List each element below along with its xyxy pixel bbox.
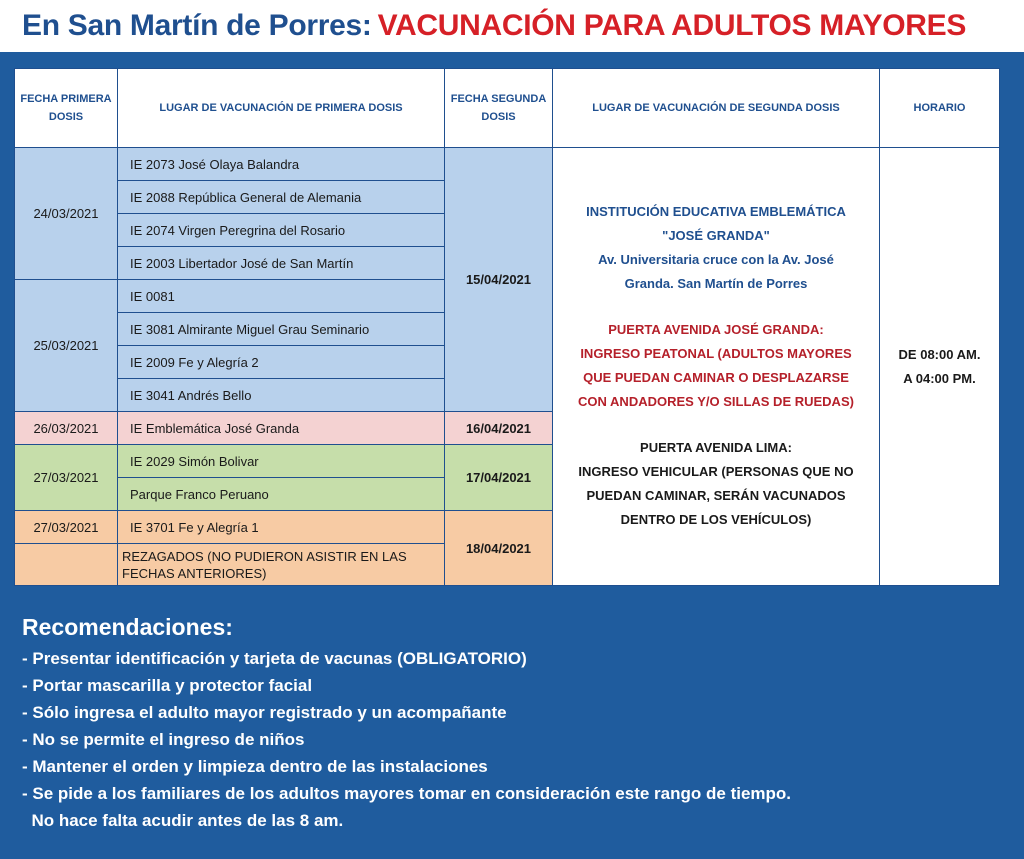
recomendacion-item: - No se permite el ingreso de niños <box>22 730 305 749</box>
lugar-primera-8: IE 3041 Andrés Bello <box>118 379 445 412</box>
lugar-primera-2: IE 2088 República General de Alemania <box>118 181 445 214</box>
institucion-line1: INSTITUCIÓN EDUCATIVA EMBLEMÁTICA <box>586 204 846 219</box>
header-fecha-segunda: FECHA SEGUNDA DOSIS <box>445 69 553 148</box>
fecha-primera-4: 27/03/2021 <box>15 445 118 511</box>
fecha-primera-5: 27/03/2021 <box>15 511 118 544</box>
lugar-primera-3: IE 2074 Virgen Peregrina del Rosario <box>118 214 445 247</box>
fecha-primera-3: 26/03/2021 <box>15 412 118 445</box>
lugar-primera-5: IE 0081 <box>118 280 445 313</box>
fecha-primera-2: 25/03/2021 <box>15 280 118 412</box>
lugar-primera-1: IE 2073 José Olaya Balandra <box>118 148 445 181</box>
lugar-primera-7: IE 2009 Fe y Alegría 2 <box>118 346 445 379</box>
fecha-segunda-2: 16/04/2021 <box>445 412 553 445</box>
title-location: En San Martín de Porres: <box>22 9 372 42</box>
horario-line2: A 04:00 PM. <box>903 370 976 386</box>
header-fecha-primera: FECHA PRIMERA DOSIS <box>15 69 118 148</box>
schedule-table <box>14 68 1000 586</box>
header-horario: HORARIO <box>880 69 1000 148</box>
puerta1-title: PUERTA AVENIDA JOSÉ GRANDA: <box>608 322 824 337</box>
lugar-primera-12: IE 3701 Fe y Alegría 1 <box>118 511 445 544</box>
recomendaciones-section <box>22 614 791 838</box>
lugar-primera-6: IE 3081 Almirante Miguel Grau Seminario <box>118 313 445 346</box>
puerta2-line3: DENTRO DE LOS VEHÍCULOS) <box>620 512 812 527</box>
recomendacion-item: - Portar mascarilla y protector facial <box>22 676 313 695</box>
title-main: VACUNACIÓN PARA ADULTOS MAYORES <box>377 9 967 42</box>
recomendacion-item: - Sólo ingresa el adulto mayor registrado y un acompañante <box>22 703 507 722</box>
lugar-primera-10: IE 2029 Simón Bolivar <box>118 445 445 478</box>
puerta1-line1: INGRESO PEATONAL (ADULTOS MAYORES <box>580 346 852 361</box>
recomendacion-item: - Presentar identificación y tarjeta de vacunas (OBLIGATORIO) <box>22 649 527 668</box>
title-banner <box>0 0 1024 52</box>
puerta2-title: PUERTA AVENIDA LIMA: <box>640 440 792 455</box>
fecha-segunda-1: 15/04/2021 <box>445 148 553 412</box>
fecha-segunda-3: 17/04/2021 <box>445 445 553 511</box>
header-lugar-primera: LUGAR DE VACUNACIÓN DE PRIMERA DOSIS <box>118 69 445 148</box>
recomendacion-item: - Se pide a los familiares de los adultos mayores tomar en consideración este rango de tiempo. <box>22 784 792 803</box>
institucion-line2: "JOSÉ GRANDA" <box>662 228 770 243</box>
lugar-primera-4: IE 2003 Libertador José de San Martín <box>118 247 445 280</box>
recomendacion-item: No hace falta acudir antes de las 8 am. <box>22 811 344 830</box>
puerta2-line2: PUEDAN CAMINAR, SERÁN VACUNADOS <box>586 488 846 503</box>
lugar-primera-13: REZAGADOS (NO PUDIERON ASISTIR EN LAS FECHAS ANTERIORES) <box>118 544 445 586</box>
recomendacion-item: - Mantener el orden y limpieza dentro de las instalaciones <box>22 757 488 776</box>
fecha-primera-1: 24/03/2021 <box>15 148 118 280</box>
fecha-primera-empty <box>15 544 118 586</box>
lugar-segunda-info <box>553 148 880 586</box>
horario-cell <box>880 148 1000 586</box>
lugar-primera-11: Parque Franco Peruano <box>118 478 445 511</box>
fecha-segunda-4: 18/04/2021 <box>445 511 553 586</box>
puerta2-line1: INGRESO VEHICULAR (PERSONAS QUE NO <box>578 464 854 479</box>
recomendaciones-title: Recomendaciones: <box>22 614 233 640</box>
lugar-primera-9: IE Emblemática José Granda <box>118 412 445 445</box>
header-lugar-segunda: LUGAR DE VACUNACIÓN DE SEGUNDA DOSIS <box>553 69 880 148</box>
puerta1-line3: CON ANDADORES Y/O SILLAS DE RUEDAS) <box>578 394 854 409</box>
horario-line1: DE 08:00 AM. <box>898 346 981 362</box>
direccion-line2: Granda. San Martín de Porres <box>624 276 808 291</box>
direccion-line1: Av. Universitaria cruce con la Av. José <box>598 252 834 267</box>
recomendaciones-list <box>22 649 791 831</box>
puerta1-line2: QUE PUEDAN CAMINAR O DESPLAZARSE <box>583 370 849 385</box>
